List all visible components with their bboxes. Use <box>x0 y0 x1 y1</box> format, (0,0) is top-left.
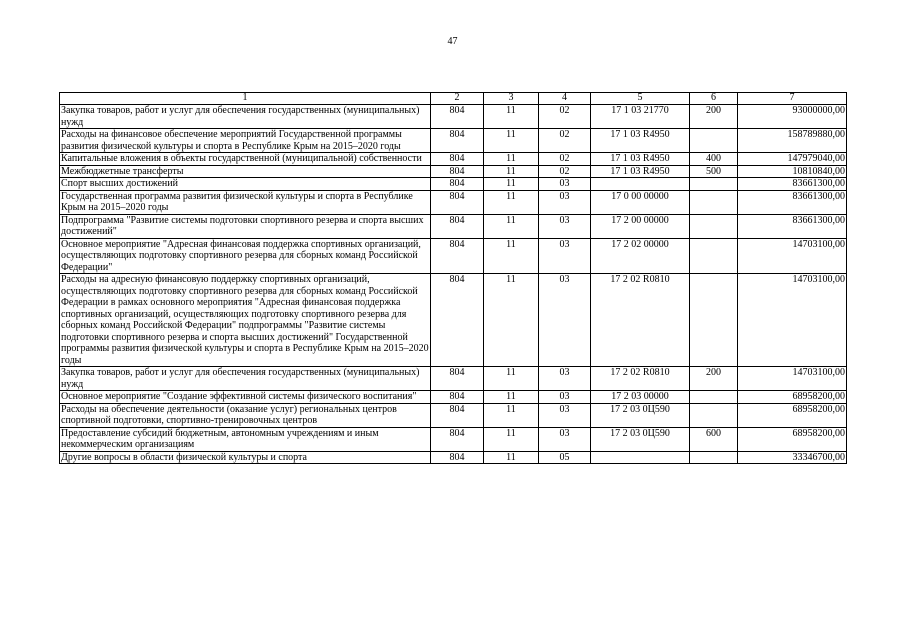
amount: 68958200,00 <box>738 403 847 427</box>
section-code: 11 <box>484 403 539 427</box>
subsection-code: 02 <box>539 153 591 166</box>
target-article-code <box>591 451 690 464</box>
amount: 14703100,00 <box>738 274 847 367</box>
expense-type-code: 500 <box>690 165 738 178</box>
ministry-code: 804 <box>431 427 484 451</box>
row-name: Закупка товаров, работ и услуг для обеспечения государственных (муниципальных) нужд <box>60 105 431 129</box>
target-article-code: 17 2 00 00000 <box>591 214 690 238</box>
amount: 147979040,00 <box>738 153 847 166</box>
table-row <box>60 391 847 404</box>
section-code: 11 <box>484 129 539 153</box>
table-row <box>60 238 847 274</box>
target-article-code: 17 2 02 R0810 <box>591 367 690 391</box>
ministry-code: 804 <box>431 153 484 166</box>
table-row <box>60 178 847 191</box>
ministry-code: 804 <box>431 190 484 214</box>
column-header: 2 <box>431 93 484 105</box>
section-code: 11 <box>484 238 539 274</box>
column-header: 3 <box>484 93 539 105</box>
subsection-code: 03 <box>539 391 591 404</box>
subsection-code: 03 <box>539 238 591 274</box>
expense-type-code <box>690 214 738 238</box>
column-number-row <box>60 93 847 105</box>
expense-type-code: 200 <box>690 105 738 129</box>
row-name: Предоставление субсидий бюджетным, автономным учреждениям и иным некоммерческим организациям <box>60 427 431 451</box>
amount: 14703100,00 <box>738 367 847 391</box>
section-code: 11 <box>484 178 539 191</box>
column-header: 7 <box>738 93 847 105</box>
row-name: Расходы на финансовое обеспечение мероприятий Государственной программы развития физической культуры и спорта в Республике Крым на 2015–2020 годы <box>60 129 431 153</box>
subsection-code: 03 <box>539 427 591 451</box>
amount: 83661300,00 <box>738 178 847 191</box>
expense-type-code <box>690 451 738 464</box>
table-row <box>60 367 847 391</box>
ministry-code: 804 <box>431 367 484 391</box>
row-name: Основное мероприятие "Создание эффективной системы физического воспитания" <box>60 391 431 404</box>
target-article-code: 17 2 03 0Ц590 <box>591 427 690 451</box>
ministry-code: 804 <box>431 451 484 464</box>
target-article-code: 17 1 03 R4950 <box>591 129 690 153</box>
row-name: Межбюджетные трансферты <box>60 165 431 178</box>
target-article-code: 17 1 03 21770 <box>591 105 690 129</box>
target-article-code: 17 2 02 R0810 <box>591 274 690 367</box>
section-code: 11 <box>484 274 539 367</box>
column-header: 6 <box>690 93 738 105</box>
target-article-code: 17 2 03 0Ц590 <box>591 403 690 427</box>
ministry-code: 804 <box>431 178 484 191</box>
section-code: 11 <box>484 190 539 214</box>
ministry-code: 804 <box>431 391 484 404</box>
table-row <box>60 165 847 178</box>
section-code: 11 <box>484 391 539 404</box>
row-name: Расходы на адресную финансовую поддержку спортивных организаций, осуществляющих подготовку спортивного резерва для сборных команд Российской Федерации в рамках основного мероприятия "Адресная финансовая поддержка спортивных организаций, осуществляющих подготовку спортивного резерва для сборных команд Российской Федерации" подпрограммы "Развитие системы подготовки спортивного резерва и спорта высших достижений" Государственной программы развития физической культуры и спорта в Республике Крым на 2015–2020 годы <box>61 274 429 366</box>
ministry-code: 804 <box>431 238 484 274</box>
table-row <box>60 427 847 451</box>
column-header: 5 <box>591 93 690 105</box>
row-name: Подпрограмма "Развитие системы подготовки спортивного резерва и спорта высших достижений" <box>60 214 431 238</box>
target-article-code: 17 2 02 00000 <box>591 238 690 274</box>
section-code: 11 <box>484 153 539 166</box>
ministry-code: 804 <box>431 274 484 367</box>
amount: 68958200,00 <box>738 427 847 451</box>
table-row <box>60 190 847 214</box>
row-name: Спорт высших достижений <box>60 178 431 191</box>
subsection-code: 03 <box>539 190 591 214</box>
section-code: 11 <box>484 214 539 238</box>
table-row <box>60 153 847 166</box>
amount: 33346700,00 <box>738 451 847 464</box>
subsection-code: 03 <box>539 214 591 238</box>
amount: 83661300,00 <box>738 190 847 214</box>
table-row <box>60 129 847 153</box>
expense-type-code <box>690 190 738 214</box>
subsection-code: 03 <box>539 178 591 191</box>
page-number: 47 <box>447 36 458 47</box>
subsection-code: 03 <box>539 367 591 391</box>
target-article-code: 17 0 00 00000 <box>591 190 690 214</box>
section-code: 11 <box>484 427 539 451</box>
table-row <box>60 274 847 367</box>
expense-type-code <box>690 403 738 427</box>
subsection-code: 02 <box>539 165 591 178</box>
amount: 158789880,00 <box>738 129 847 153</box>
expense-type-code <box>690 178 738 191</box>
budget-table <box>59 92 847 464</box>
row-name: Другие вопросы в области физической культуры и спорта <box>60 451 431 464</box>
table-row <box>60 451 847 464</box>
ministry-code: 804 <box>431 165 484 178</box>
expense-type-code: 600 <box>690 427 738 451</box>
row-name: Расходы на обеспечение деятельности (оказание услуг) региональных центров спортивной подготовки, спортивно-тренировочных центров <box>60 403 431 427</box>
target-article-code: 17 1 03 R4950 <box>591 165 690 178</box>
amount: 93000000,00 <box>738 105 847 129</box>
subsection-code: 02 <box>539 105 591 129</box>
column-header: 4 <box>539 93 591 105</box>
ministry-code: 804 <box>431 214 484 238</box>
ministry-code: 804 <box>431 403 484 427</box>
expense-type-code: 400 <box>690 153 738 166</box>
table-row <box>60 214 847 238</box>
target-article-code <box>591 178 690 191</box>
expense-type-code: 200 <box>690 367 738 391</box>
section-code: 11 <box>484 367 539 391</box>
amount: 83661300,00 <box>738 214 847 238</box>
ministry-code: 804 <box>431 105 484 129</box>
column-header: 1 <box>60 93 431 105</box>
table-row <box>60 403 847 427</box>
subsection-code: 02 <box>539 129 591 153</box>
target-article-code: 17 2 03 00000 <box>591 391 690 404</box>
amount: 14703100,00 <box>738 238 847 274</box>
amount: 68958200,00 <box>738 391 847 404</box>
row-name: Закупка товаров, работ и услуг для обеспечения государственных (муниципальных) нужд <box>60 367 431 391</box>
amount: 10810840,00 <box>738 165 847 178</box>
expense-type-code <box>690 274 738 367</box>
expense-type-code <box>690 238 738 274</box>
expense-type-code <box>690 391 738 404</box>
subsection-code: 05 <box>539 451 591 464</box>
subsection-code: 03 <box>539 274 591 367</box>
expense-type-code <box>690 129 738 153</box>
subsection-code: 03 <box>539 403 591 427</box>
row-name: Государственная программа развития физической культуры и спорта в Республике Крым на 2015–2020 годы <box>60 190 431 214</box>
target-article-code: 17 1 03 R4950 <box>591 153 690 166</box>
section-code: 11 <box>484 165 539 178</box>
ministry-code: 804 <box>431 129 484 153</box>
section-code: 11 <box>484 105 539 129</box>
section-code: 11 <box>484 451 539 464</box>
row-name: Капитальные вложения в объекты государственной (муниципальной) собственности <box>60 153 431 166</box>
row-name: Основное мероприятие "Адресная финансовая поддержка спортивных организаций, осуществляющих подготовку спортивного резерва для сборных команд Российской Федерации" <box>60 238 431 274</box>
table-row <box>60 105 847 129</box>
